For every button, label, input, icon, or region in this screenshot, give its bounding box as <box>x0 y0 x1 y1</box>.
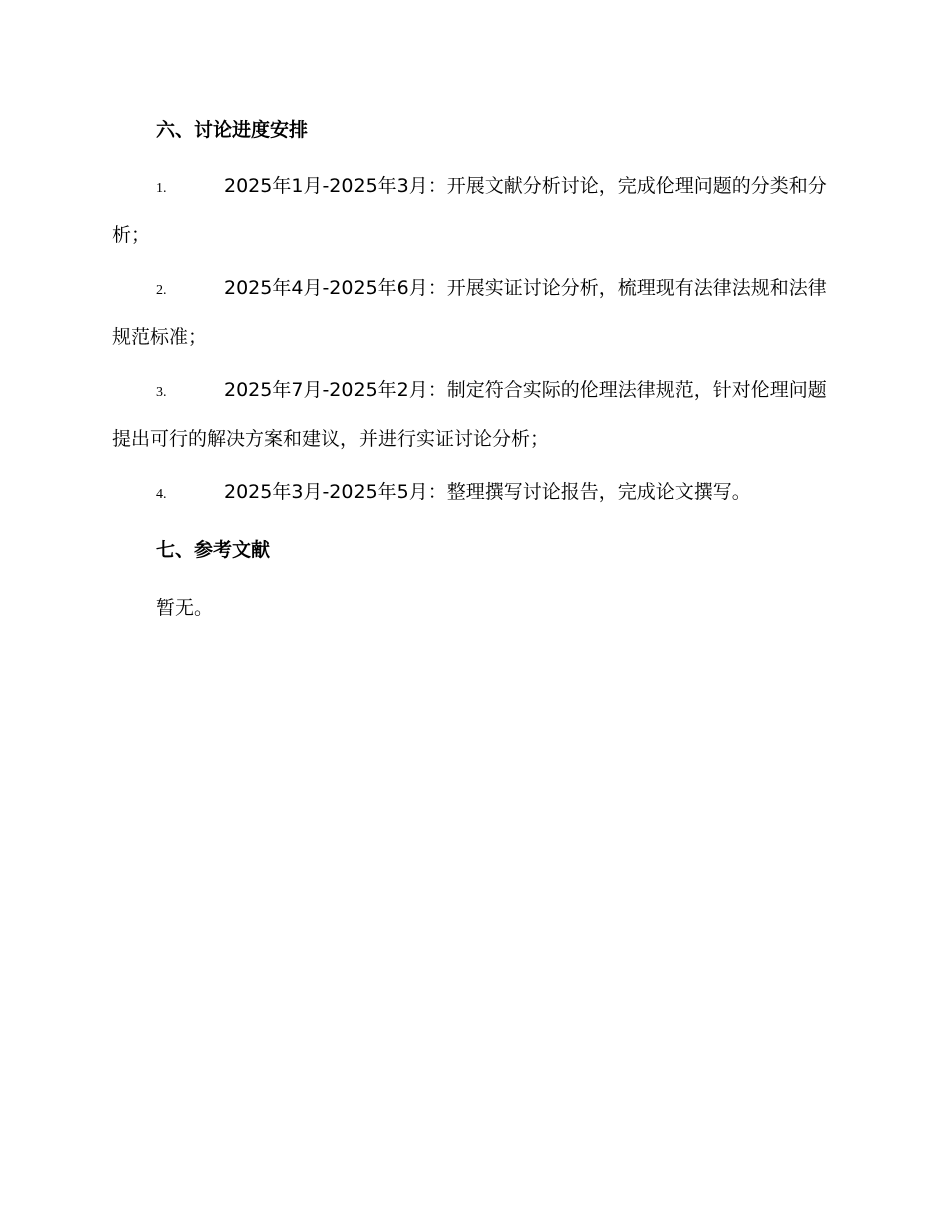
list-item-number: 3. <box>156 385 167 400</box>
section-heading-schedule: 六、讨论进度安排 <box>156 119 309 141</box>
references-body: 暂无。 <box>156 597 214 619</box>
list-item-number: 4. <box>156 487 167 502</box>
list-item-number: 1. <box>156 181 167 196</box>
list-item-text: 2025年7月-2025年2月：制定符合实际的伦理法律规范，针对伦理问题提出可行的解决方案和建议，并进行实证讨论分析； <box>112 379 827 450</box>
list-item-number: 2. <box>156 283 167 298</box>
list-item-text: 2025年1月-2025年3月：开展文献分析讨论，完成伦理问题的分类和分析； <box>112 175 827 246</box>
schedule-list-item <box>112 367 842 462</box>
list-item-text: 2025年3月-2025年5月：整理撰写讨论报告，完成论文撰写。 <box>224 481 751 503</box>
schedule-list-item <box>112 163 842 258</box>
schedule-list-item <box>112 265 842 360</box>
schedule-list-item <box>112 469 842 518</box>
list-item-text: 2025年4月-2025年6月：开展实证讨论分析，梳理现有法律法规和法律规范标准； <box>112 277 827 348</box>
section-heading-references: 七、参考文献 <box>156 539 271 561</box>
